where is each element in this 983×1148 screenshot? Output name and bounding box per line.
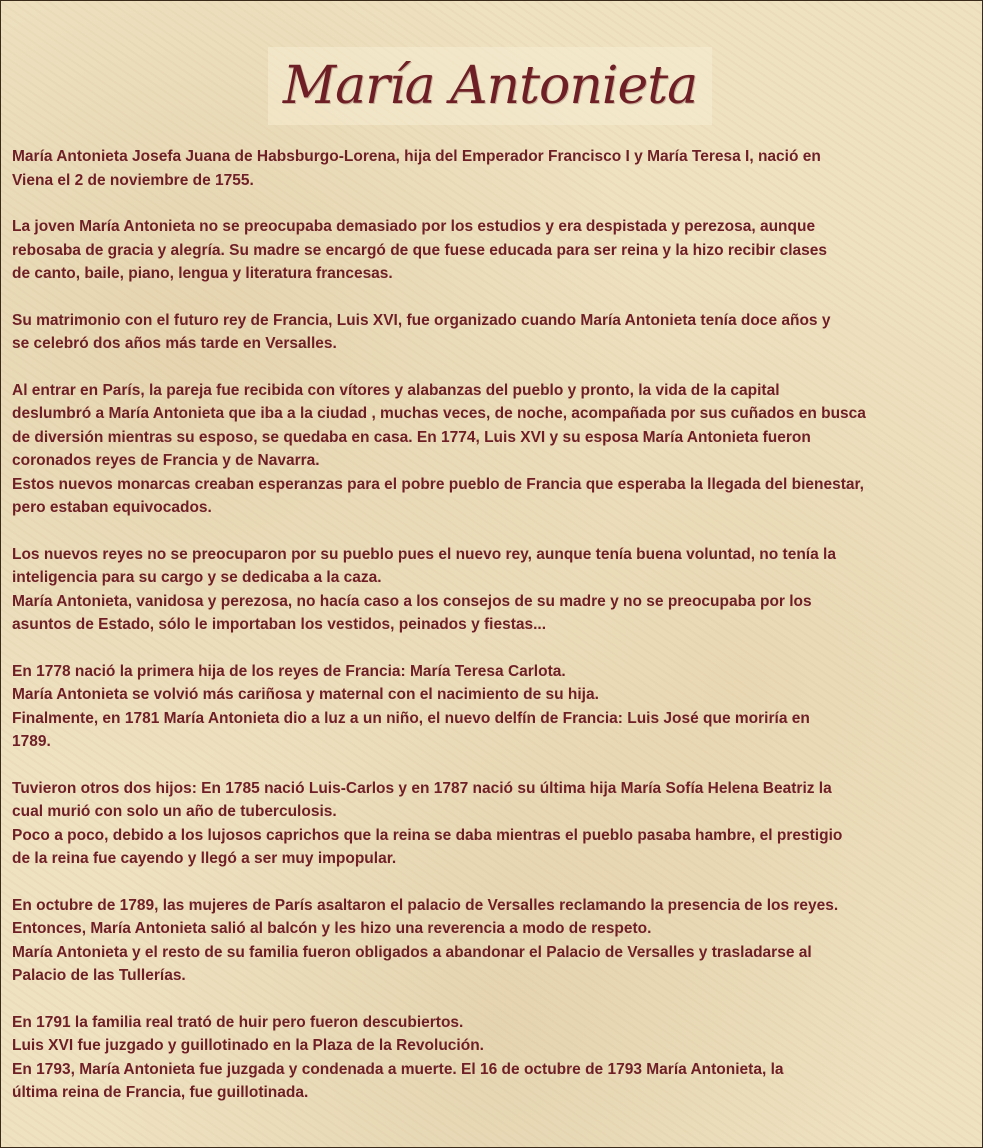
text-line: se celebró dos años más tarde en Versalles.: [12, 335, 337, 352]
paragraph: [12, 309, 970, 356]
paragraph: [12, 660, 970, 754]
text-line: pero estaban equivocados.: [12, 499, 212, 516]
text-line: 1789.: [12, 733, 51, 750]
text-line: de diversión mientras su esposo, se quedaba en casa. En 1774, Luis XVI y su esposa María Antonieta fueron: [12, 428, 811, 446]
text-line: de canto, baile, piano, lengua y literatura francesas.: [12, 265, 393, 282]
text-line: inteligencia para su cargo y se dedicaba a la caza.: [12, 569, 382, 586]
paragraph: [12, 894, 970, 988]
text-line: En 1791 la familia real trató de huir pero fueron descubiertos.: [12, 1013, 464, 1031]
text-line: rebosaba de gracia y alegría. Su madre se encargó de que fuese educada para ser reina y la hizo recibir clases: [12, 241, 827, 259]
text-line: Entonces, María Antonieta salió al balcón y les hizo una reverencia a modo de respeto.: [12, 920, 652, 937]
paragraph: [12, 543, 970, 637]
text-line: María Antonieta, vanidosa y perezosa, no hacía caso a los consejos de su madre y no se preocupaba por los: [12, 592, 812, 610]
text-line: María Antonieta y el resto de su familia fueron obligados a abandonar el Palacio de Versalles y trasladarse al: [12, 943, 812, 961]
paragraph: [12, 1011, 970, 1105]
paragraph: [12, 777, 970, 871]
text-line: coronados reyes de Francia y de Navarra.: [12, 452, 320, 469]
text-line: En octubre de 1789, las mujeres de París asaltaron el palacio de Versalles reclamando la presencia de los reyes.: [12, 896, 839, 914]
text-line: Finalmente, en 1781 María Antonieta dio a luz a un niño, el nuevo delfín de Francia: Luis José que moriría en: [12, 709, 810, 727]
text-line: Tuvieron otros dos hijos: En 1785 nació Luis-Carlos y en 1787 nació su última hija María Sofía Helena Beatriz la: [12, 779, 832, 797]
text-line: Estos nuevos monarcas creaban esperanzas para el pobre pueblo de Francia que esperaba la llegada del bienestar,: [12, 475, 864, 493]
text-line: María Antonieta Josefa Juana de Habsburgo-Lorena, hija del Emperador Francisco I y María Teresa I, nació en: [12, 148, 821, 165]
paragraph: [12, 145, 970, 192]
text-line: deslumbró a María Antonieta que iba a la ciudad , muchas veces, de noche, acompañada por sus cuñados en busca: [12, 405, 866, 422]
text-line: Luis XVI fue juzgado y guillotinado en la Plaza de la Revolución.: [12, 1037, 484, 1054]
text-line: Los nuevos reyes no se preocuparon por su pueblo pues el nuevo rey, aunque tenía buena voluntad, no tenía la: [12, 545, 836, 563]
text-line: cual murió con solo un año de tuberculosis.: [12, 803, 337, 820]
title-banner: [268, 47, 712, 125]
text-line: María Antonieta se volvió más cariñosa y maternal con el nacimiento de su hija.: [12, 686, 599, 703]
text-line: Viena el 2 de noviembre de 1755.: [12, 171, 254, 189]
paragraph: [12, 215, 970, 286]
text-line: última reina de Francia, fue guillotinada.: [12, 1084, 309, 1101]
text-line: En 1793, María Antonieta fue juzgada y condenada a muerte. El 16 de octubre de 1793 María Antonieta, la: [12, 1060, 784, 1078]
paragraph: [12, 379, 970, 520]
page-title: María Antonieta: [282, 56, 698, 116]
text-line: Al entrar en París, la pareja fue recibida con vítores y alabanzas del pueblo y pronto, la vida de la capital: [12, 381, 780, 399]
text-line: La joven María Antonieta no se preocupaba demasiado por los estudios y era despistada y perezosa, aunque: [12, 218, 816, 235]
text-line: Palacio de las Tullerías.: [12, 967, 186, 984]
text-line: de la reina fue cayendo y llegó a ser muy impopular.: [12, 850, 397, 867]
article-body: [12, 145, 970, 1128]
text-line: Su matrimonio con el futuro rey de Francia, Luis XVI, fue organizado cuando María Antonieta tenía doce años y: [12, 311, 831, 329]
text-line: Poco a poco, debido a los lujosos caprichos que la reina se daba mientras el pueblo pasaba hambre, el prestigio: [12, 826, 843, 844]
text-line: asuntos de Estado, sólo le importaban los vestidos, peinados y fiestas...: [12, 616, 547, 633]
text-line: En 1778 nació la primera hija de los reyes de Francia: María Teresa Carlota.: [12, 662, 566, 680]
